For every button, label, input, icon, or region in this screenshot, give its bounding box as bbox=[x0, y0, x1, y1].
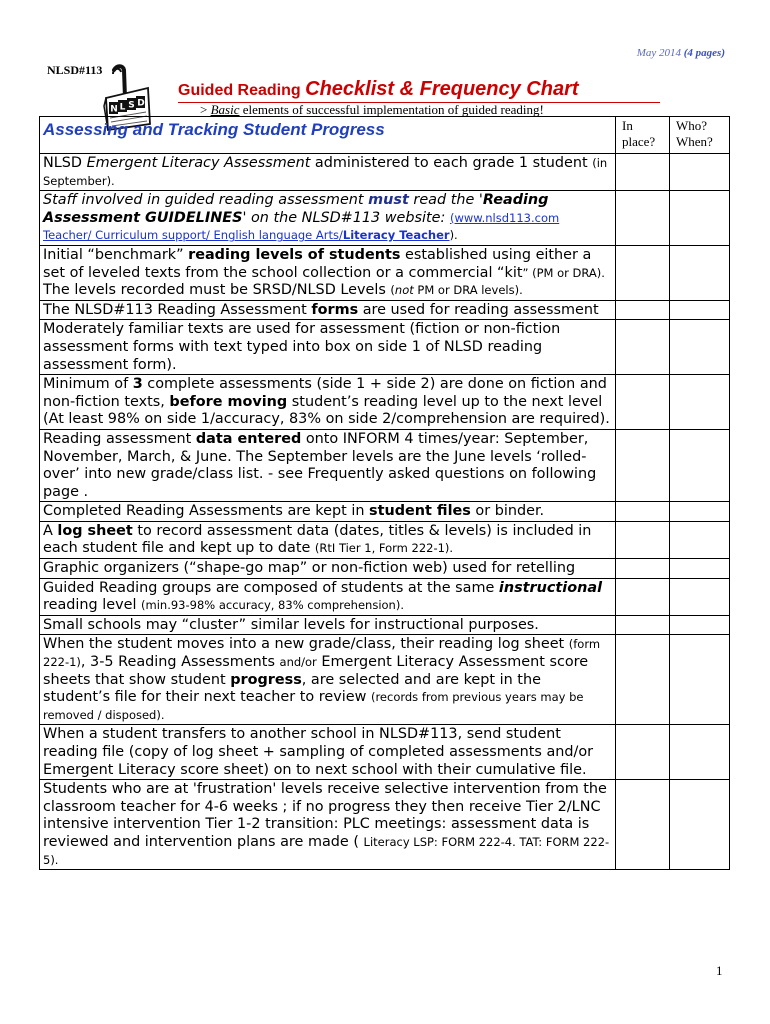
document-title bbox=[178, 78, 660, 103]
in-place-cell[interactable] bbox=[616, 578, 670, 615]
pages-label: (4 pages) bbox=[683, 47, 725, 59]
table-row bbox=[40, 615, 730, 635]
text-run: , are selected and are kept in the student’s file for their next teacher to review bbox=[43, 671, 541, 706]
text-run: progress bbox=[230, 671, 302, 688]
text-run: data entered bbox=[195, 430, 302, 447]
text-run: to record assessment data (dates, titles & levels) is included in each student file and kept up to date bbox=[43, 522, 592, 557]
col-who-when: Who? When? bbox=[670, 117, 730, 154]
who-when-cell[interactable] bbox=[670, 578, 730, 615]
table-row bbox=[40, 429, 730, 501]
text-run: reading levels of students bbox=[188, 246, 401, 263]
text-run: student files bbox=[369, 503, 471, 520]
title-part-1: Guided Reading bbox=[178, 82, 306, 99]
row-text bbox=[40, 780, 616, 870]
who-when-cell[interactable] bbox=[670, 635, 730, 725]
who-when-cell[interactable] bbox=[670, 429, 730, 501]
text-run: Reading assessment bbox=[43, 430, 196, 447]
text-run: 3 bbox=[132, 376, 143, 393]
text-run: NLSD bbox=[43, 155, 87, 171]
text-run: The NLSD#113 Reading Assessment bbox=[43, 301, 312, 318]
row-text: Graphic organizers (“shape-go map” or non-fiction web) used for retelling bbox=[40, 559, 616, 579]
row-text bbox=[40, 429, 616, 501]
table-row bbox=[40, 578, 730, 615]
text-run: (RtI Tier 1, Form 222-1). bbox=[314, 541, 454, 556]
text-run: Staff involved in guided reading assessment bbox=[43, 192, 369, 209]
table-row bbox=[40, 725, 730, 780]
svg-text:S: S bbox=[128, 100, 135, 111]
row-text bbox=[40, 578, 616, 615]
date-label: May 2014 bbox=[636, 47, 681, 59]
table-row bbox=[40, 245, 730, 300]
in-place-cell[interactable] bbox=[616, 521, 670, 558]
in-place-cell[interactable] bbox=[616, 502, 670, 522]
text-run: ( bbox=[390, 283, 395, 298]
in-place-cell[interactable] bbox=[616, 245, 670, 300]
in-place-cell[interactable] bbox=[616, 780, 670, 870]
text-run: Students who are at 'frustration' levels receive selective intervention from the classroom teacher for 4-6 weeks ; if no progress they then receive Tier 2/LNC intensive intervention Tier 1-2 transition: PLC meetings: assessment data is reviewed and intervention plans are made ( bbox=[43, 781, 607, 850]
text-run: Minimum of bbox=[43, 376, 133, 393]
text-run: log sheet bbox=[57, 522, 133, 539]
text-run: Literacy LSP: FORM 222-4. TAT: FORM 222-5). bbox=[43, 834, 610, 867]
row-text: When a student transfers to another school in NLSD#113, send student reading file (copy of log sheet + sampling of completed assessments and/or Emergent Literacy score sheet) on to next school with their cumulative file. bbox=[40, 725, 616, 780]
text-run: When the student moves into a new grade/class, their reading log sheet bbox=[43, 636, 569, 653]
website-path-link[interactable]: Teacher/ Curriculum support/ English language Arts/ bbox=[43, 228, 343, 243]
who-when-cell[interactable] bbox=[670, 615, 730, 635]
text-run: Completed Reading Assessments are kept in bbox=[43, 503, 370, 520]
in-place-cell[interactable] bbox=[616, 320, 670, 375]
in-place-cell[interactable] bbox=[616, 154, 670, 191]
text-run: A bbox=[43, 522, 58, 539]
text-run: must bbox=[368, 192, 409, 209]
table-row bbox=[40, 502, 730, 522]
page-number: 1 bbox=[716, 963, 723, 978]
svg-text:D: D bbox=[137, 98, 145, 109]
subtitle-basic: Basic bbox=[210, 102, 240, 117]
col-in-place: In place? bbox=[616, 117, 670, 154]
who-when-cell[interactable] bbox=[670, 502, 730, 522]
text-run: Guided Reading groups are composed of students at the same bbox=[43, 579, 499, 596]
row-text bbox=[40, 521, 616, 558]
who-when-cell[interactable] bbox=[670, 320, 730, 375]
text-run: ). bbox=[449, 228, 458, 243]
row-text bbox=[40, 245, 616, 300]
row-text bbox=[40, 635, 616, 725]
text-run: reading level bbox=[43, 597, 142, 614]
text-run: read the ' bbox=[408, 192, 483, 209]
who-when-cell[interactable] bbox=[670, 559, 730, 579]
text-run: , 3-5 Reading Assessments bbox=[80, 654, 280, 671]
text-run: are used for reading assessment bbox=[358, 301, 599, 318]
in-place-cell[interactable] bbox=[616, 725, 670, 780]
in-place-cell[interactable] bbox=[616, 300, 670, 320]
who-when-cell[interactable] bbox=[670, 780, 730, 870]
table-row bbox=[40, 154, 730, 191]
table-row bbox=[40, 375, 730, 430]
table-row bbox=[40, 320, 730, 375]
checklist-table bbox=[39, 116, 730, 870]
text-run: Emergent Literacy Assessment bbox=[86, 155, 311, 171]
text-run: The levels recorded must be SRSD/NLSD Levels bbox=[43, 282, 391, 299]
text-run: (form 222-1) bbox=[43, 637, 601, 670]
table-row bbox=[40, 191, 730, 246]
in-place-cell[interactable] bbox=[616, 191, 670, 246]
text-run: administered to each grade 1 student bbox=[310, 155, 593, 171]
subtitle-rest: elements of successful implementation of guided reading! bbox=[239, 102, 544, 117]
in-place-cell[interactable] bbox=[616, 615, 670, 635]
svg-text:N: N bbox=[110, 104, 118, 115]
literacy-teacher-link[interactable]: Literacy Teacher bbox=[342, 228, 450, 243]
table-row bbox=[40, 635, 730, 725]
text-run: not bbox=[394, 283, 414, 298]
text-run: or binder. bbox=[470, 503, 545, 520]
text-run: established using either a set of leveled texts from the school collection or a commercial “kit bbox=[43, 246, 592, 281]
who-when-cell[interactable] bbox=[670, 300, 730, 320]
in-place-cell[interactable] bbox=[616, 375, 670, 430]
who-when-cell[interactable] bbox=[670, 521, 730, 558]
website-link[interactable]: (www.nlsd113.com bbox=[449, 210, 560, 225]
text-run: Emergent Literacy Assessment score sheets that show student bbox=[43, 654, 589, 688]
who-when-cell[interactable] bbox=[670, 375, 730, 430]
text-run: (min.93-98% accuracy, 83% comprehension). bbox=[141, 598, 404, 613]
text-run: student’s reading level up to the next level (At least 98% on side 1/accuracy, 83% on side 2/comprehension are required). bbox=[43, 393, 610, 428]
row-text bbox=[40, 154, 616, 191]
text-run: Reading Assessment GUIDELINES bbox=[43, 192, 549, 226]
subtitle-prefix: > bbox=[200, 102, 211, 117]
in-place-cell[interactable] bbox=[616, 429, 670, 501]
who-when-cell[interactable] bbox=[670, 154, 730, 191]
table-row bbox=[40, 521, 730, 558]
who-when-cell[interactable] bbox=[670, 725, 730, 780]
text-run: ' on the NLSD#113 website: bbox=[242, 209, 450, 226]
row-text bbox=[40, 191, 616, 246]
svg-text:L: L bbox=[119, 102, 126, 113]
text-run: onto INFORM 4 times/year: September, November, March, & June. The September levels are the June levels ‘rolled-over’ into new grade/class list. - see Frequently asked questions on following page . bbox=[43, 430, 597, 500]
text-run: (in September). bbox=[43, 156, 608, 188]
who-when-cell[interactable] bbox=[670, 191, 730, 246]
row-text bbox=[40, 375, 616, 430]
row-text bbox=[40, 502, 616, 522]
date-note bbox=[637, 47, 725, 59]
in-place-cell[interactable] bbox=[616, 635, 670, 725]
table-header-row bbox=[40, 117, 730, 154]
text-run: Initial “benchmark” bbox=[43, 246, 189, 263]
text-run: forms bbox=[311, 301, 359, 318]
text-run: PM or DRA levels). bbox=[413, 283, 523, 298]
text-run: complete assessments (side 1 + side 2) are done on fiction and non-fiction texts, bbox=[43, 376, 607, 410]
section-heading: Assessing and Tracking Student Progress bbox=[40, 117, 616, 154]
document-id: NLSD#113 bbox=[47, 63, 103, 77]
title-part-2: Checklist & Frequency Chart bbox=[305, 78, 579, 100]
text-run: ” (PM or DRA). bbox=[522, 265, 605, 280]
row-text: Small schools may “cluster” similar levels for instructional purposes. bbox=[40, 615, 616, 635]
text-run: instructional bbox=[498, 579, 603, 596]
text-run: and/or bbox=[279, 655, 317, 670]
who-when-cell[interactable] bbox=[670, 245, 730, 300]
row-text: Moderately familiar texts are used for assessment (fiction or non-fiction assessment forms with text typed into box on side 1 of NLSD reading assessment form). bbox=[40, 320, 616, 375]
table-row bbox=[40, 780, 730, 870]
row-text bbox=[40, 300, 616, 320]
in-place-cell[interactable] bbox=[616, 559, 670, 579]
table-row bbox=[40, 300, 730, 320]
text-run: before moving bbox=[169, 393, 288, 410]
table-row bbox=[40, 559, 730, 579]
text-run: (records from previous years may be removed / disposed). bbox=[43, 690, 584, 722]
